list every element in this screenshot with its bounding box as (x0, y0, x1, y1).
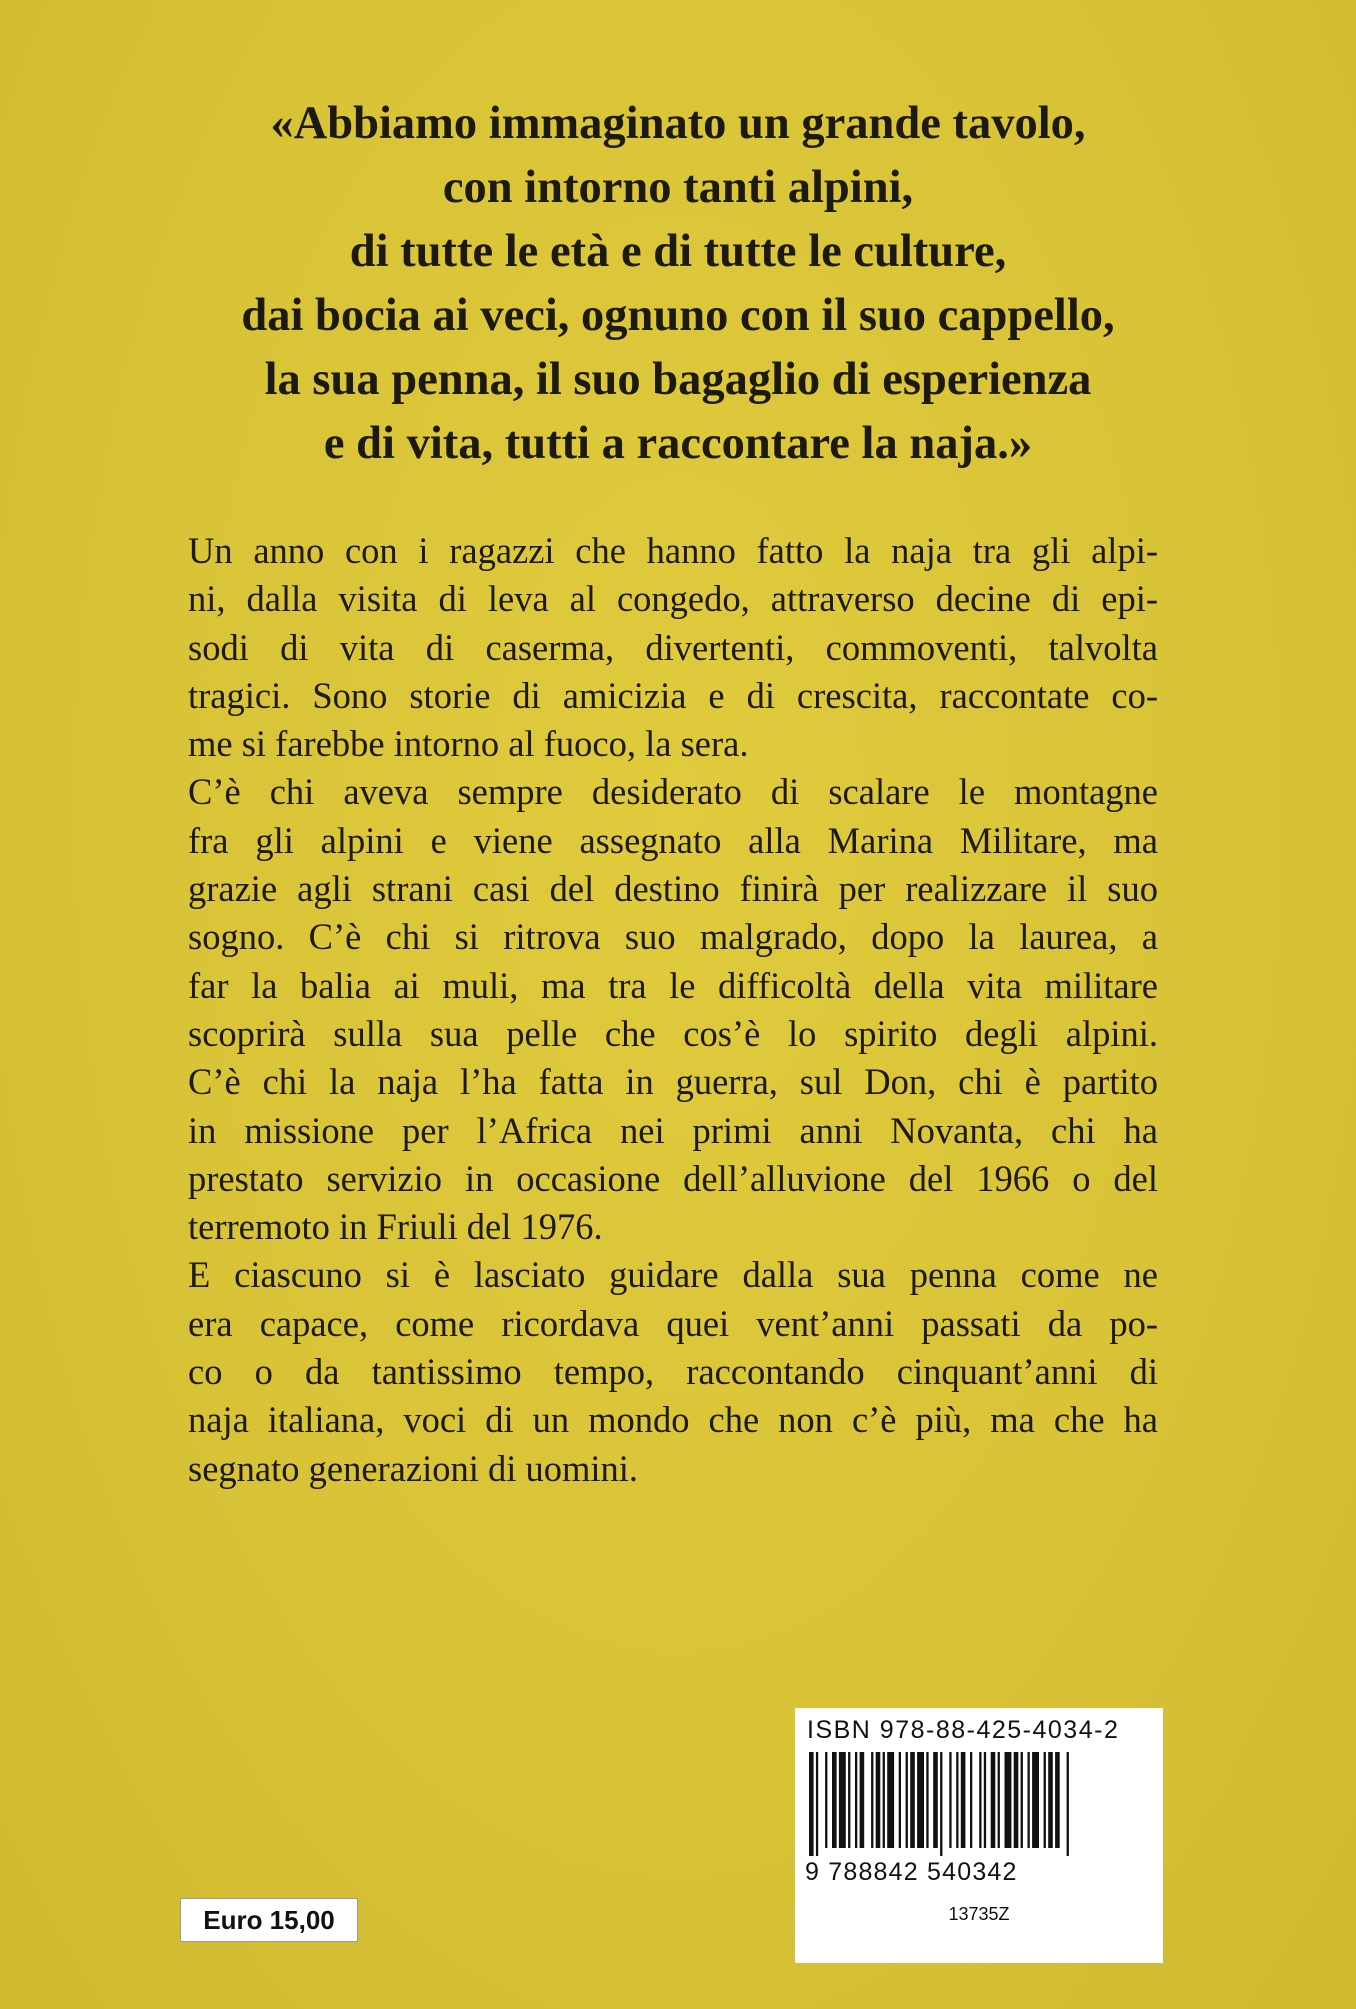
isbn-barcode-box (795, 1708, 1163, 1963)
blurb-line: ni, dalla visita di leva al congedo, attraverso decine di epi- (188, 578, 1158, 620)
price-label: Euro 15,00 (180, 1898, 358, 1942)
barcode-bar (961, 1752, 966, 1848)
quote-line: «Abbiamo immaginato un grande tavolo, (270, 98, 1086, 149)
barcode-bar (1014, 1752, 1019, 1848)
barcode-bar (876, 1752, 881, 1848)
barcode-bar (1055, 1752, 1060, 1848)
barcode-bar (926, 1752, 928, 1848)
barcode-bar (979, 1752, 981, 1848)
blurb-line: terremoto in Friuli del 1976. (188, 1206, 603, 1248)
barcode-bar (1028, 1752, 1030, 1848)
barcode-bar (1032, 1752, 1039, 1848)
blurb-line: naja italiana, voci di un mondo che non c’è più, ma che ha (188, 1399, 1158, 1441)
blurb-line: Un anno con i ragazzi che hanno fatto la naja tra gli alpi- (188, 530, 1158, 571)
barcode-bar (910, 1752, 915, 1848)
barcode-icon (805, 1752, 1153, 1856)
barcode-bar (883, 1752, 885, 1848)
barcode-bar (949, 1752, 951, 1848)
barcode-bar (1021, 1752, 1023, 1848)
barcode-bar (809, 1752, 814, 1856)
blurb-line: C’è chi la naja l’ha fatta in guerra, sul Don, chi è partito (188, 1061, 1158, 1103)
barcode-bar (887, 1752, 894, 1848)
barcode-digits: 9 788842 540342 (805, 1858, 1018, 1886)
barcode-bar (855, 1752, 857, 1848)
blurb-line: era capace, come ricordava quei vent’anni passati da po- (188, 1302, 1158, 1344)
barcode-bar (825, 1752, 827, 1848)
barcode-bar (940, 1752, 942, 1856)
quote-line: con intorno tanti alpini, (442, 162, 914, 213)
blurb-line: fra gli alpini e viene assegnato alla Marina Militare, ma (188, 819, 1158, 861)
blurb-line: scoprirà sulla sua pelle che cos’è lo spirito degli alpini. (188, 1012, 1158, 1054)
blurb-line: me si farebbe intorno al fuoco, la sera. (188, 723, 749, 765)
blurb-line: E ciascuno si è lasciato guidare dalla sua penna come ne (188, 1254, 1158, 1296)
barcode-bar (906, 1752, 908, 1848)
barcode-bar (1044, 1752, 1046, 1848)
barcode-bar (991, 1752, 996, 1848)
barcode-bar (1067, 1752, 1069, 1856)
barcode-bar (899, 1752, 901, 1848)
quote-line: dai bocia ai veci, ognuno con il suo cappello, (241, 290, 1115, 341)
barcode-bar (1048, 1752, 1053, 1848)
blurb-line: tragici. Sono storie di amicizia e di crescita, raccontate co- (188, 674, 1158, 716)
barcode-bar (871, 1752, 873, 1848)
barcode-bar (933, 1752, 938, 1848)
blurb-line: prestato servizio in occasione dell’alluvione del 1966 o del (188, 1157, 1158, 1199)
barcode-bar (998, 1752, 1000, 1848)
barcode-bar (816, 1752, 818, 1856)
quote-line: di tutte le età e di tutte le culture, (349, 226, 1007, 277)
barcode-bar (832, 1752, 837, 1848)
barcode-bar (848, 1752, 850, 1848)
blurb-line: sogno. C’è chi si ritrova suo malgrado, dopo la laurea, a (188, 916, 1158, 958)
blurb-line: in missione per l’Africa nei primi anni Novanta, chi ha (188, 1109, 1158, 1151)
barcode-bar (860, 1752, 865, 1848)
cover-quote (140, 92, 1216, 476)
blurb-line: far la balia ai muli, ma tra le difficoltà della vita militare (188, 964, 1158, 1006)
barcode-bar (917, 1752, 924, 1848)
publisher-code: 13735Z (948, 1904, 1010, 1924)
blurb-line: co o da tantissimo tempo, raccontando cinquant’anni di (188, 1351, 1158, 1393)
barcode-bar (839, 1752, 846, 1848)
blurb-text (188, 527, 1158, 1493)
barcode-bar (956, 1752, 958, 1848)
barcode-bar (1005, 1752, 1012, 1848)
quote-line: e di vita, tutti a raccontare la naja.» (323, 418, 1033, 469)
barcode-bar (970, 1752, 972, 1848)
barcode-bar (984, 1752, 986, 1848)
blurb-line: grazie agli strani casi del destino finirà per realizzare il suo (188, 868, 1158, 910)
quote-line: la sua penna, il suo bagaglio di esperienza (264, 354, 1092, 405)
isbn-label: ISBN 978-88-425-4034-2 (807, 1716, 1120, 1744)
blurb-line: segnato generazioni di uomini. (188, 1447, 639, 1489)
blurb-line: sodi di vita di caserma, divertenti, commoventi, talvolta (188, 626, 1158, 668)
blurb-line: C’è chi aveva sempre desiderato di scalare le montagne (188, 771, 1158, 813)
